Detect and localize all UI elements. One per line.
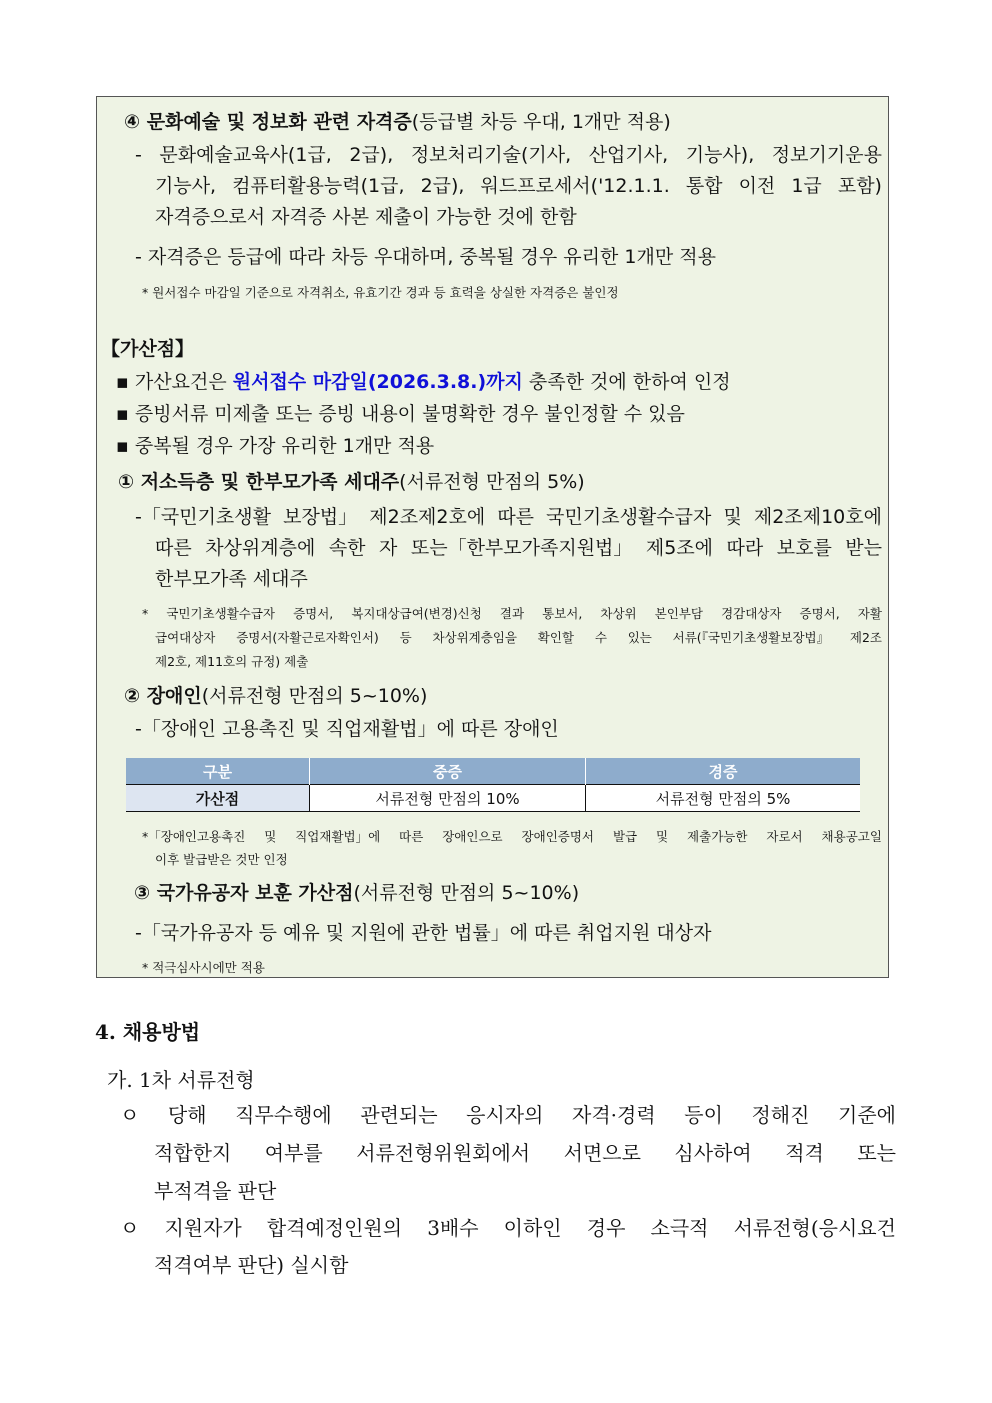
word: 제2조 bbox=[849, 630, 882, 645]
word: 당해 bbox=[167, 1103, 207, 1127]
word: 서류(『국민기초생활보장법』 bbox=[672, 630, 830, 645]
word: 3배수 bbox=[427, 1216, 479, 1240]
word: 통합 bbox=[685, 175, 723, 197]
word: 소극적 bbox=[650, 1216, 709, 1240]
word: 따른 bbox=[155, 537, 192, 559]
word: 및 bbox=[264, 829, 277, 844]
word: 차상위계층임을 bbox=[432, 630, 517, 645]
word: 통보서, bbox=[542, 606, 583, 621]
disability-line-1: -「장애인 고용촉진 및 직업재활법」에 따른 장애인 bbox=[135, 718, 559, 740]
disability-bonus-table bbox=[126, 758, 860, 812]
low-income-note-3: 제2호, 제11호의 규정) 제출 bbox=[155, 654, 309, 669]
word: 있는 bbox=[627, 630, 652, 645]
word: 여부를 bbox=[264, 1141, 323, 1165]
word: 관련되는 bbox=[360, 1103, 438, 1127]
word: 따른 bbox=[399, 829, 424, 844]
word: 채용공고일 bbox=[821, 829, 882, 844]
table-cell-label: 가산점 bbox=[126, 785, 310, 812]
screening-item-2-line-1 bbox=[120, 1215, 896, 1241]
bonus-heading: 【가산점】 bbox=[101, 338, 195, 360]
screening-item-2-line-2: 적격여부 판단) 실시함 bbox=[154, 1253, 349, 1277]
section-4-sub-heading: 가. 1차 서류전형 bbox=[107, 1068, 255, 1092]
word: 등이 bbox=[684, 1103, 723, 1127]
word: 컴퓨터활용능력(1급, bbox=[232, 175, 405, 197]
word: 따라 bbox=[726, 537, 764, 559]
table-cell-severe: 서류전형 만점의 10% bbox=[310, 785, 586, 812]
word: 워드프로세서('12.1.1. bbox=[480, 175, 670, 197]
word: 발급 bbox=[612, 829, 638, 844]
word: - bbox=[135, 144, 142, 166]
word: 제출가능한 bbox=[687, 829, 748, 844]
word: 또는「한부모가족지원법」 bbox=[410, 537, 633, 559]
word: 복지대상급여(변경)신청 bbox=[351, 606, 482, 621]
word: 본인부담 bbox=[654, 606, 703, 621]
word: 및 bbox=[656, 829, 669, 844]
word: 이전 bbox=[738, 175, 776, 197]
veteran-note: * 적극심사시에만 적용 bbox=[142, 960, 265, 975]
certificate-line-1 bbox=[135, 142, 882, 168]
word: 경우 bbox=[586, 1216, 626, 1240]
word: 결과 bbox=[499, 606, 525, 621]
low-income-note-2 bbox=[155, 627, 882, 649]
word: 1급 bbox=[791, 175, 822, 197]
word: 받는 bbox=[845, 537, 882, 559]
screening-item-1-line-1 bbox=[120, 1102, 896, 1128]
word: 등 bbox=[399, 630, 412, 645]
word: 응시자의 bbox=[466, 1103, 544, 1127]
word: 심사하여 bbox=[674, 1141, 752, 1165]
word: 속한 bbox=[328, 537, 366, 559]
word: 자활 bbox=[857, 606, 882, 621]
bonus-bullet-deadline: ▪ 가산요건은 원서접수 마감일(2026.3.8.)까지 충족한 것에 한하여 인정 bbox=[116, 371, 731, 393]
certificate-line-2 bbox=[155, 173, 882, 199]
word: 제5조에 bbox=[645, 537, 714, 559]
word: 제2조제10호에 bbox=[753, 506, 882, 528]
word: 문화예술교육사(1급, bbox=[159, 144, 332, 166]
low-income-line-3: 한부모가족 세대주 bbox=[155, 568, 308, 590]
disability-note-2: 이후 발급받은 것만 인정 bbox=[155, 852, 288, 867]
certificate-line-3: 자격증으로서 자격증 사본 제출이 가능한 것에 한함 bbox=[155, 206, 577, 228]
word: 국민기초생활수급자 bbox=[546, 506, 712, 528]
word: 합격예정인원의 bbox=[266, 1216, 403, 1240]
word: 경감대상자 bbox=[721, 606, 782, 621]
certificate-note: * 원서접수 마감일 기준으로 자격취소, 유효기간 경과 등 효력을 상실한 자격증은 불인정 bbox=[142, 285, 619, 300]
word: 서류전형위원회에서 bbox=[356, 1141, 531, 1165]
deadline-highlight: 원서접수 마감일(2026.3.8.)까지 bbox=[232, 371, 523, 393]
word: -「국민기초생활 bbox=[135, 506, 271, 528]
bonus-bullet-duplicate: ▪ 중복될 경우 가장 유리한 1개만 적용 bbox=[116, 435, 435, 457]
table-cell-mild: 서류전형 만점의 5% bbox=[586, 785, 861, 812]
table-header-mild: 경증 bbox=[586, 758, 861, 785]
word: 지원자가 bbox=[164, 1216, 242, 1240]
certificate-line-4: - 자격증은 등급에 따라 차등 우대하며, 중복될 경우 유리한 1개만 적용 bbox=[135, 246, 716, 268]
table-header-severe: 중증 bbox=[310, 758, 586, 785]
word: 기능사), bbox=[685, 144, 755, 166]
word: 국민기초생활수급자 bbox=[166, 606, 275, 621]
word: 포함) bbox=[837, 175, 882, 197]
word: 정해진 bbox=[751, 1103, 810, 1127]
low-income-line-2 bbox=[155, 535, 882, 561]
word: 증명서, bbox=[293, 606, 334, 621]
word: 정보기기운용 bbox=[771, 144, 882, 166]
word: 확인할 bbox=[537, 630, 575, 645]
word: *「장애인고용촉진 bbox=[142, 829, 246, 844]
word: 보장법」 bbox=[283, 506, 358, 528]
veteran-title: ③ 국가유공자 보훈 가산점(서류전형 만점의 5~10%) bbox=[134, 882, 580, 904]
table-header-row bbox=[126, 758, 860, 785]
word: 자 bbox=[379, 537, 398, 559]
word: 이하인 bbox=[503, 1216, 562, 1240]
word: 2급), bbox=[420, 175, 465, 197]
word: ㅇ bbox=[120, 1216, 140, 1240]
word: 서면으로 bbox=[563, 1141, 641, 1165]
word: 서류전형(응시요건 bbox=[733, 1216, 896, 1240]
veteran-line-1: -「국가유공자 등 예유 및 지원에 관한 법률」에 따른 취업지원 대상자 bbox=[135, 922, 712, 944]
low-income-title: ① 저소득층 및 한부모가족 세대주(서류전형 만점의 5%) bbox=[118, 471, 585, 493]
screening-item-1-line-3: 부적격을 판단 bbox=[154, 1179, 277, 1203]
word: 장애인증명서 bbox=[521, 829, 594, 844]
disability-title: ② 장애인(서류전형 만점의 5~10%) bbox=[124, 685, 428, 707]
section-4-heading: 4. 채용방법 bbox=[95, 1020, 201, 1044]
screening-item-1-line-2 bbox=[154, 1140, 896, 1166]
word: 적격 bbox=[785, 1141, 824, 1165]
word: 자격·경력 bbox=[572, 1103, 656, 1127]
word: 기능사, bbox=[155, 175, 217, 197]
word: * bbox=[142, 606, 149, 621]
table-row bbox=[126, 785, 860, 812]
word: 정보처리기술(기사, bbox=[410, 144, 572, 166]
low-income-line-1 bbox=[135, 504, 882, 530]
word: 직업재활법」에 bbox=[295, 829, 381, 844]
word: 및 bbox=[723, 506, 742, 528]
word: ㅇ bbox=[120, 1103, 140, 1127]
disability-note-1 bbox=[142, 826, 882, 848]
certificate-section-title: ④ 문화예술 및 정보화 관련 자격증(등급별 차등 우대, 1개만 적용) bbox=[124, 111, 671, 133]
word: 증명서(자활근로자확인서) bbox=[236, 630, 379, 645]
word: 직무수행에 bbox=[235, 1103, 332, 1127]
word: 적합한지 bbox=[154, 1141, 232, 1165]
low-income-note-1 bbox=[142, 603, 882, 625]
word: 장애인으로 bbox=[442, 829, 503, 844]
word: 또는 bbox=[857, 1141, 896, 1165]
word: 자로서 bbox=[766, 829, 803, 844]
word: 산업기사, bbox=[588, 144, 669, 166]
word: 기준에 bbox=[838, 1103, 896, 1127]
word: 차상위계층에 bbox=[205, 537, 316, 559]
word: 차상위 bbox=[600, 606, 637, 621]
word: 제2조제2호에 bbox=[369, 506, 486, 528]
word: 수 bbox=[594, 630, 607, 645]
word: 급여대상자 bbox=[155, 630, 216, 645]
word: 따른 bbox=[497, 506, 535, 528]
word: 보호를 bbox=[776, 537, 832, 559]
word: 증명서, bbox=[799, 606, 840, 621]
word: 2급), bbox=[349, 144, 394, 166]
table-header-category: 구분 bbox=[126, 758, 310, 785]
bonus-bullet-evidence: ▪ 증빙서류 미제출 또는 증빙 내용이 불명확한 경우 불인정할 수 있음 bbox=[116, 403, 685, 425]
